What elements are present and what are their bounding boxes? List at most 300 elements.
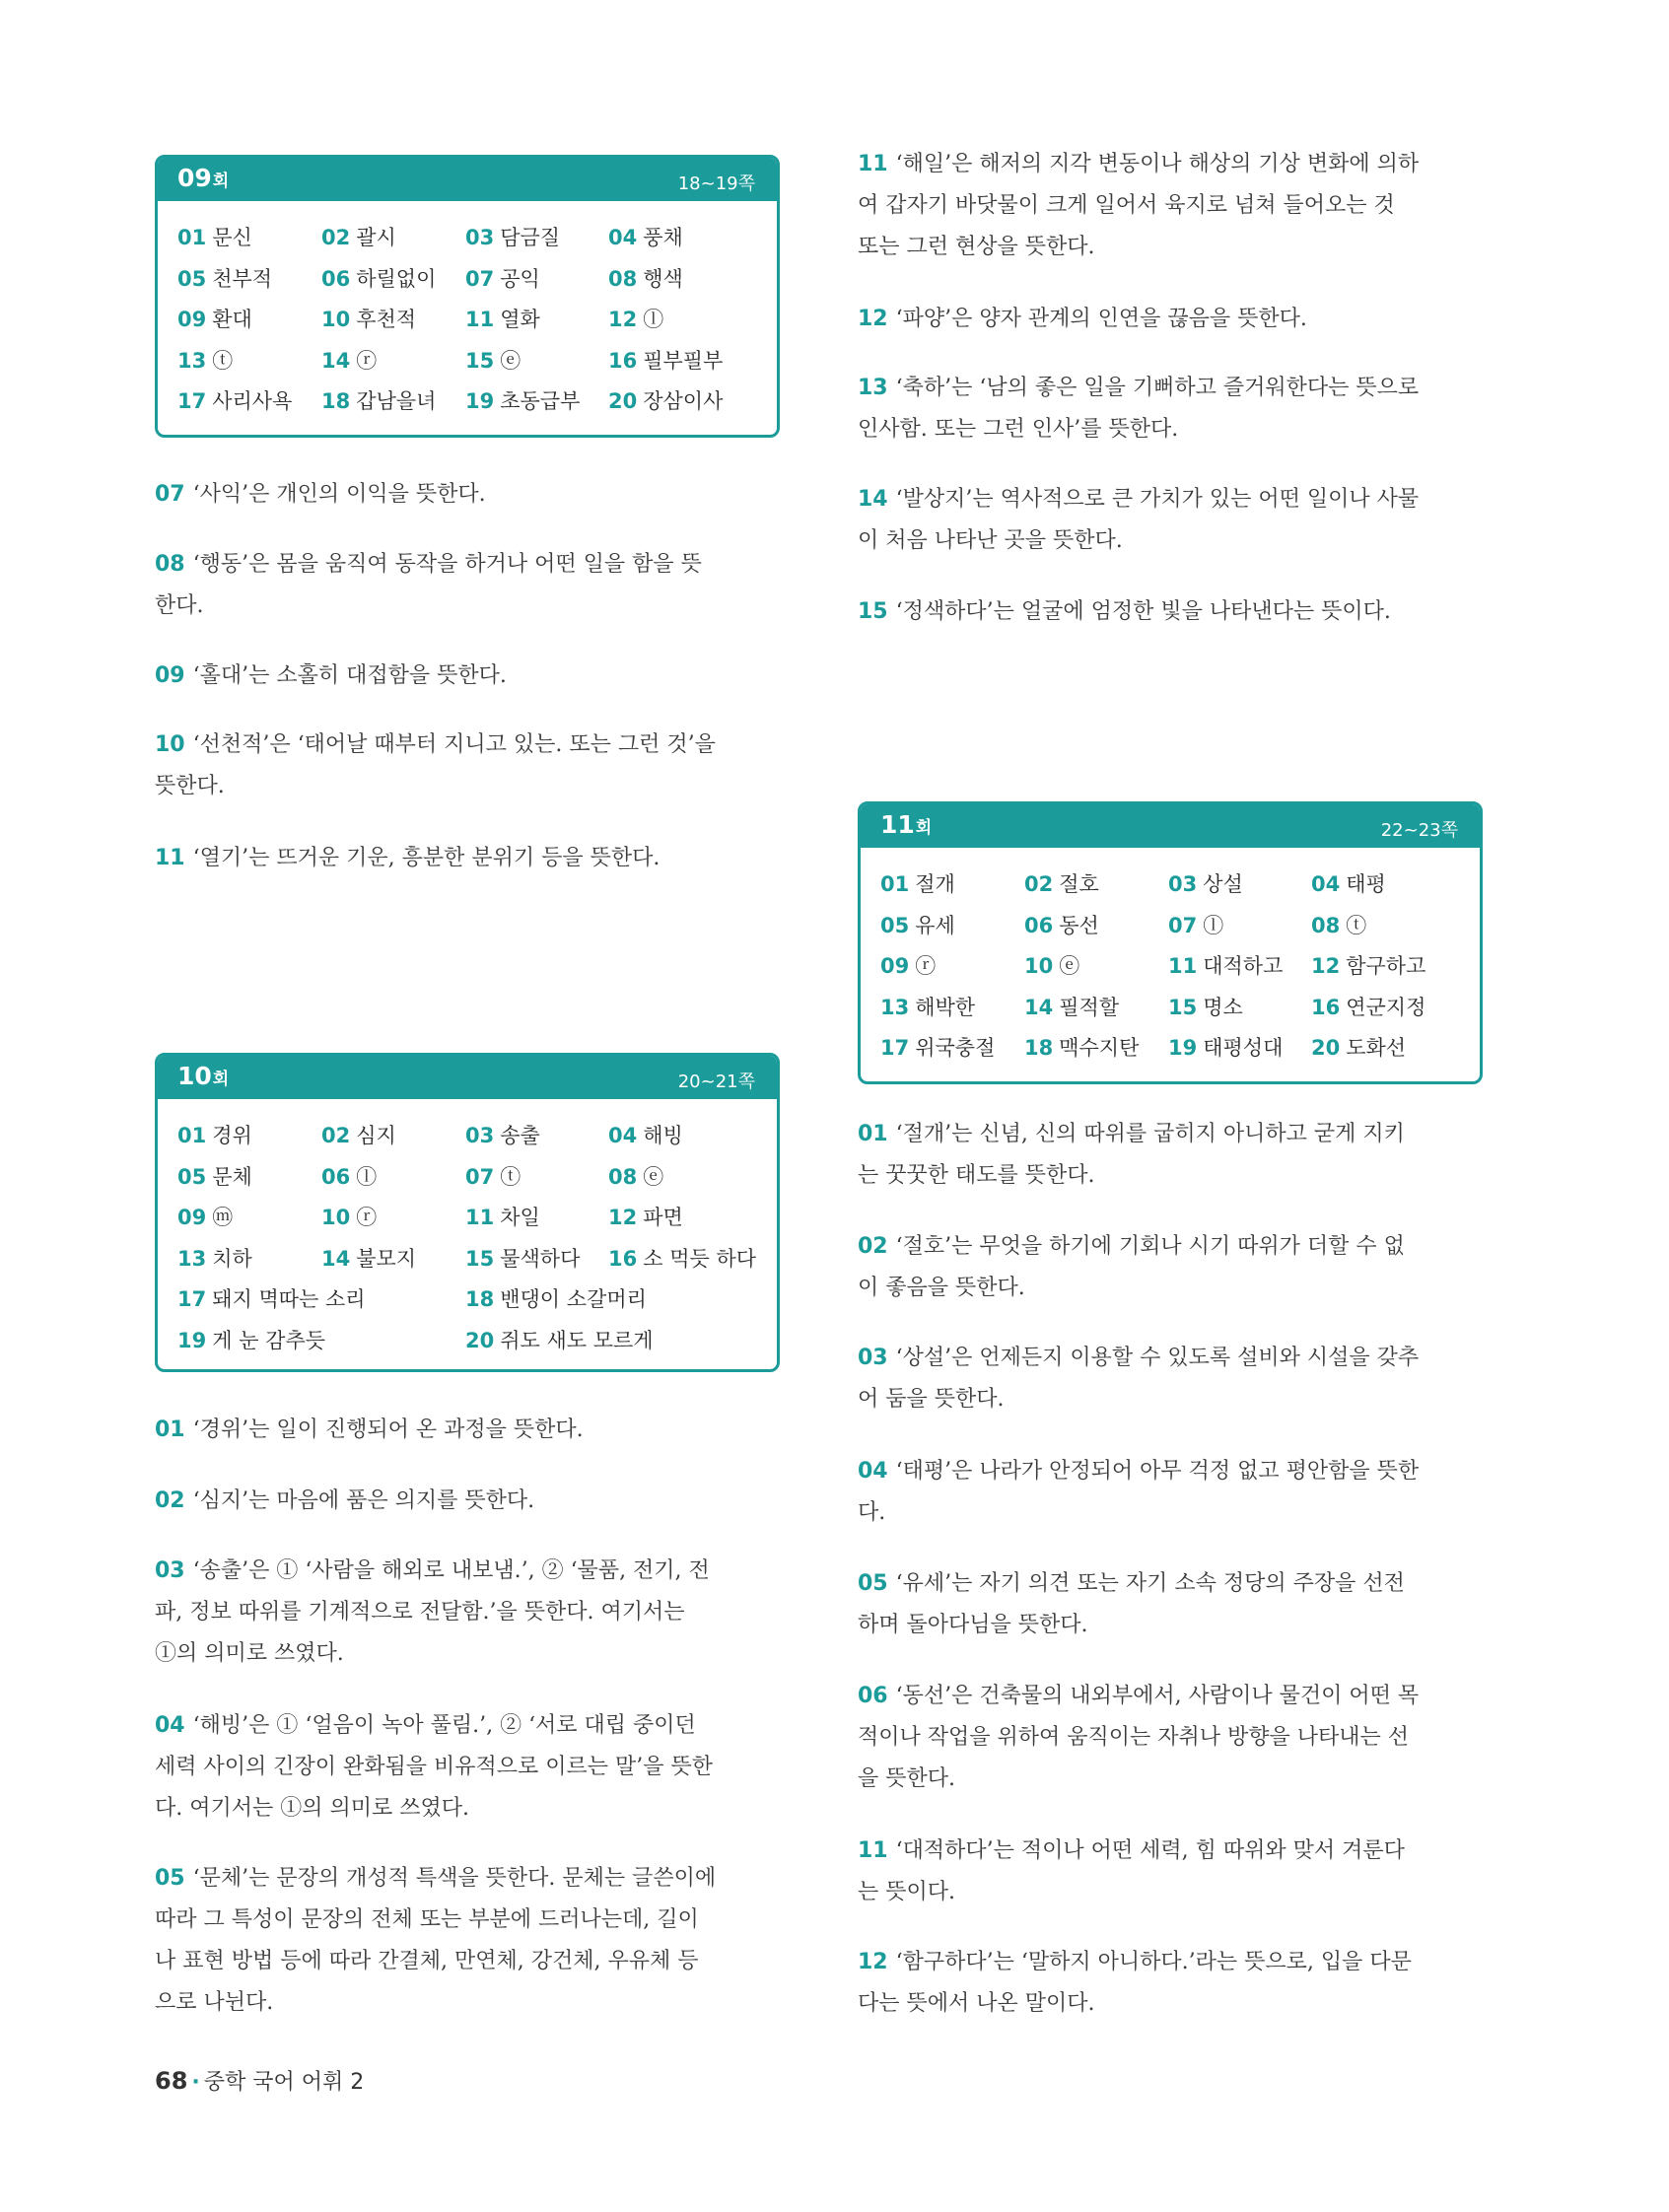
item-answer: 경위 [212,1124,252,1147]
item-number: 04 [1311,872,1341,896]
item-number: 19 [177,1328,207,1352]
explanation-line [858,1226,1481,1268]
explanation-line [155,1900,778,1941]
item-answer: 괄시 [356,226,396,249]
item-answer: 위국충절 [915,1036,996,1060]
answer-item [608,1120,683,1149]
item-answer: 하릴없이 [356,266,437,291]
item-number: 11 [465,1206,495,1229]
item-answer: ⓔ [643,1164,664,1189]
item-number: 09 [177,1206,207,1229]
explanation-number: 02 [155,1488,185,1513]
item-number: 10 [321,1206,351,1229]
answer-item [1024,992,1119,1021]
explanation-number: 12 [858,1950,888,1974]
item-number: 08 [1311,913,1341,937]
explanation-line [858,368,1481,409]
item-answer: 파면 [643,1206,683,1229]
item-answer: 사리사욕 [212,389,293,413]
item-number: 15 [465,1246,495,1271]
item-number: 06 [321,1164,351,1189]
explanation-line [155,838,778,879]
explanation-paragraph [155,474,778,516]
explanation-text: ‘해빙’은 ① ‘얼음이 녹아 풀림.’, ② ‘서로 대립 중이던 [192,1713,696,1738]
item-number: 01 [880,872,910,896]
explanation-line [858,1492,1481,1534]
footer-separator: · [191,2070,200,2095]
explanation-paragraph [858,1451,1481,1534]
explanation-number: 06 [858,1684,888,1708]
explanation-text: 나 표현 방법 등에 따라 간결체, 만연체, 강건체, 우유체 등 [155,1949,699,1973]
item-number: 06 [321,266,351,291]
answer-item [608,222,683,251]
explanation-line [858,409,1481,450]
page-footer [155,2065,364,2096]
item-answer: ⓣ [500,1164,522,1189]
explanation-line [155,1747,778,1788]
explanation-text: 다는 뜻에서 나온 말이다. [858,1991,1095,2016]
explanation-text: 따라 그 특성이 문장의 전체 또는 부분에 드러나는데, 길이 [155,1907,699,1932]
page-range: 20~21쪽 [677,1071,755,1092]
answer-item [177,385,292,415]
page-number: 68 [155,2067,188,2095]
explanation-text: 뜻한다. [155,774,225,798]
explanation-line [155,656,778,697]
answer-item [608,1243,756,1273]
item-answer: 담금질 [500,226,561,249]
item-answer: 명소 [1203,995,1243,1019]
item-answer: 도화선 [1346,1036,1407,1060]
explanation-text: ‘문체’는 문장의 개성적 특색을 뜻한다. 문체는 글쓴이에 [192,1866,717,1891]
explanation-text: 파, 정보 따위를 기계적으로 전달함.’을 뜻한다. 여기서는 [155,1600,685,1624]
explanation-line [858,591,1481,633]
answer-item [177,1202,233,1231]
answer-item [465,345,521,375]
item-answer: 게 눈 감추듯 [212,1328,326,1352]
explanation-number: 11 [155,846,185,870]
explanation-line [155,1551,778,1592]
explanation-paragraph [858,591,1481,633]
item-answer: ⓣ [1346,913,1367,937]
explanation-text: ‘축하’는 ‘남의 좋은 일을 기뻐하고 즐거워한다는 뜻으로 [895,376,1420,400]
item-answer: 송출 [500,1124,540,1147]
answer-item [465,1283,647,1313]
answer-box-header [158,158,777,201]
item-number: 19 [1168,1036,1198,1060]
page-range: 18~19쪽 [677,173,755,194]
answer-item [465,1325,654,1354]
explanation-line [858,1942,1481,1983]
item-number: 11 [1168,954,1198,978]
answer-item [177,345,233,375]
item-number: 15 [1168,995,1198,1019]
answer-item [1311,910,1366,939]
item-answer: 필적할 [1059,995,1120,1019]
item-answer: 연군지정 [1346,995,1426,1019]
explanation-line [858,1605,1481,1646]
item-answer: 열화 [500,308,540,331]
item-number: 11 [465,308,495,331]
item-number: 09 [177,308,207,331]
item-answer: 후천적 [356,308,417,331]
item-answer: 맥수지탄 [1059,1036,1140,1060]
explanation-text: ‘홀대’는 소홀히 대접함을 뜻한다. [192,663,507,688]
explanation-text: 다. [858,1500,886,1525]
answer-item [321,1120,396,1149]
explanation-line [858,1114,1481,1155]
answer-item [177,1325,325,1354]
explanation-line [155,1858,778,1900]
answer-item [1168,950,1283,980]
explanation-paragraph [155,1705,778,1830]
explanation-line [155,1410,778,1451]
explanation-text: 을 뜻한다. [858,1766,955,1791]
explanation-number: 15 [858,599,888,624]
item-answer: 치하 [212,1246,252,1271]
explanation-text: 이 좋음을 뜻한다. [858,1276,1025,1300]
explanation-line [155,1788,778,1830]
item-answer: 문신 [212,226,252,249]
explanation-text: ‘선천적’은 ‘태어날 때부터 지니고 있는. 또는 그런 것’을 [192,732,716,757]
item-answer: 공익 [500,266,540,291]
explanation-line [155,766,778,807]
item-answer: ⓛ [1203,913,1224,937]
item-number: 16 [1311,995,1341,1019]
answer-item [465,1161,521,1191]
explanation-line [155,544,778,586]
answer-item [177,1243,252,1273]
answer-item [1311,992,1426,1021]
explanation-text: 어 둠을 뜻한다. [858,1387,1005,1412]
answer-item [465,263,540,293]
answer-item [321,1243,416,1273]
answer-item [880,950,936,980]
answer-box-09 [155,155,780,438]
answer-box-10 [155,1053,780,1372]
answer-item [1168,1032,1283,1062]
explanation-text: ‘해일’은 해저의 지각 변동이나 해상의 기상 변화에 의하 [895,152,1420,176]
item-number: 01 [177,1124,207,1147]
explanation-line [155,1941,778,1982]
explanation-text: ‘정색하다’는 얼굴에 엄정한 빛을 나타낸다는 뜻이다. [895,599,1391,624]
explanation-number: 13 [858,376,888,400]
answer-item [880,868,955,898]
explanation-text: 하며 돌아다님을 뜻한다. [858,1613,1088,1637]
item-answer: ⓜ [212,1206,234,1229]
explanation-text: ‘상설’은 언제든지 이용할 수 있도록 설비와 시설을 갖추 [895,1346,1420,1370]
answer-item [465,1202,540,1231]
explanation-text: 세력 사이의 긴장이 완화됨을 비유적으로 이르는 말’을 뜻한 [155,1755,713,1779]
item-number: 17 [177,1287,207,1311]
item-answer: 태평성대 [1203,1036,1284,1060]
explanation-text: ‘사익’은 개인의 이익을 뜻한다. [192,482,486,507]
item-number: 02 [321,1124,351,1147]
item-answer: 해박한 [915,995,976,1019]
explanation-number: 10 [155,732,185,757]
item-number: 05 [880,913,910,937]
item-number: 08 [608,1164,638,1189]
explanation-paragraph [858,1676,1481,1800]
explanation-paragraph [155,1410,778,1451]
explanation-text: 한다. [155,593,204,618]
explanation-paragraph [858,1114,1481,1197]
answer-item [1168,992,1243,1021]
answer-item [1024,910,1099,939]
explanation-line [155,1982,778,2024]
explanation-paragraph [858,368,1481,450]
item-number: 03 [1168,872,1198,896]
answer-box-header [158,1056,777,1099]
answer-item [608,345,723,375]
item-number: 07 [1168,913,1198,937]
explanation-number: 12 [858,307,888,331]
answer-item [1168,868,1243,898]
item-answer: 풍채 [643,226,683,249]
explanation-line [155,474,778,516]
book-title: 중학 국어 어휘 2 [203,2070,365,2095]
item-answer: 쥐도 새도 모르게 [500,1328,654,1352]
item-answer: 환대 [212,308,252,331]
explanation-text: ‘대적하다’는 적이나 어떤 세력, 힘 따위와 맞서 겨룬다 [895,1838,1405,1863]
item-answer: 물색하다 [500,1246,581,1271]
explanation-line [858,1983,1481,2025]
explanation-number: 05 [858,1571,888,1596]
item-number: 17 [880,1036,910,1060]
item-number: 04 [608,1124,638,1147]
answer-item [177,1283,366,1313]
explanation-text: ‘심지’는 마음에 품은 의지를 뜻한다. [192,1488,535,1513]
item-answer: 해빙 [643,1124,683,1147]
answer-item [465,385,580,415]
item-number: 03 [465,1124,495,1147]
item-number: 08 [608,266,638,291]
answer-item [321,263,436,293]
item-answer: 상설 [1203,872,1243,896]
item-answer: 절호 [1059,872,1099,896]
explanation-text: 또는 그런 현상을 뜻한다. [858,235,1095,259]
session-number: 10회 [177,1062,230,1090]
explanation-text: ‘파양’은 양자 관계의 인연을 끊음을 뜻한다. [895,307,1307,331]
answer-item [608,1202,683,1231]
explanation-text: ①의 의미로 쓰였다. [155,1641,344,1666]
item-number: 06 [1024,913,1054,937]
explanation-text: 적이나 작업을 위하여 움직이는 자취나 방향을 나타내는 선 [858,1725,1410,1750]
explanation-number: 05 [155,1866,185,1891]
answer-item [321,1161,377,1191]
answer-item [465,1120,540,1149]
answer-item [465,222,560,251]
explanation-number: 01 [155,1417,185,1442]
item-answer: 태평 [1346,872,1386,896]
explanation-number: 04 [858,1459,888,1484]
explanation-number: 11 [858,1838,888,1863]
answer-box-11 [858,801,1483,1084]
explanation-line [858,299,1481,340]
explanation-number: 08 [155,552,185,577]
answer-item [1168,910,1223,939]
explanation-paragraph [155,1551,778,1675]
explanation-line [858,1379,1481,1420]
explanation-number: 07 [155,482,185,507]
item-answer: ⓔ [1059,954,1080,978]
item-number: 14 [321,348,351,373]
explanation-line [155,1705,778,1747]
answer-item [177,222,252,251]
item-number: 10 [1024,954,1054,978]
answer-item [321,1202,377,1231]
item-number: 17 [177,389,207,413]
item-number: 14 [1024,995,1054,1019]
item-answer: ⓔ [500,348,522,373]
explanation-line [858,1759,1481,1800]
item-answer: 절개 [915,872,955,896]
item-number: 07 [465,1164,495,1189]
item-number: 13 [177,348,207,373]
answer-item [1024,1032,1139,1062]
explanation-text: ‘행동’은 몸을 움직여 동작을 하거나 어떤 일을 함을 뜻 [192,552,702,577]
item-number: 18 [1024,1036,1054,1060]
item-number: 13 [177,1246,207,1271]
explanation-line [858,1676,1481,1717]
answer-item [321,345,377,375]
explanation-line [155,1592,778,1633]
explanation-paragraph [155,656,778,697]
item-number: 15 [465,348,495,373]
answer-item [608,304,663,333]
page-range: 22~23쪽 [1380,820,1458,841]
item-answer: ⓣ [212,348,234,373]
explanation-line [858,144,1481,185]
explanation-line [155,586,778,627]
answer-item [177,1161,252,1191]
answer-item [608,1161,663,1191]
item-answer: 밴댕이 소갈머리 [500,1287,647,1311]
item-answer: ⓡ [356,348,378,373]
answer-item [608,385,723,415]
explanation-text: 인사함. 또는 그런 인사’를 뜻한다. [858,417,1179,442]
explanation-text: 는 꿋꿋한 태도를 뜻한다. [858,1163,1095,1188]
item-number: 20 [465,1328,495,1352]
answer-item [321,304,416,333]
explanation-number: 14 [858,487,888,512]
item-number: 02 [321,226,351,249]
explanation-number: 11 [858,152,888,176]
explanation-text: 다. 여기서는 ①의 의미로 쓰였다. [155,1796,469,1821]
item-answer: 불모지 [356,1246,417,1271]
explanation-paragraph [155,838,778,879]
explanation-line [155,725,778,766]
item-number: 19 [465,389,495,413]
explanation-text: ‘열기’는 뜨거운 기운, 흥분한 분위기 등을 뜻한다. [192,846,661,870]
item-number: 03 [465,226,495,249]
explanation-paragraph [858,479,1481,562]
item-number: 18 [321,389,351,413]
item-number: 12 [608,308,638,331]
answer-item [321,222,396,251]
item-answer: 차일 [500,1206,540,1229]
explanation-text: ‘송출’은 ① ‘사람을 해외로 내보냄.’, ② ‘물품, 전기, 전 [192,1558,710,1583]
explanation-line [858,1872,1481,1913]
explanation-line [858,1338,1481,1379]
explanation-number: 01 [858,1122,888,1146]
explanation-number: 02 [858,1234,888,1259]
answer-item [1311,1032,1406,1062]
explanation-paragraph [858,144,1481,268]
item-answer: 돼지 멱따는 소리 [212,1287,366,1311]
session-number: 09회 [177,164,230,192]
explanation-text: ‘절호’는 무엇을 하기에 기회나 시기 따위가 더할 수 없 [895,1234,1405,1259]
item-number: 14 [321,1246,351,1271]
explanation-text: ‘동선’은 건축물의 내외부에서, 사람이나 물건이 어떤 목 [895,1684,1420,1708]
answer-item [177,1120,252,1149]
item-number: 20 [1311,1036,1341,1060]
item-answer: 행색 [643,266,683,291]
explanation-paragraph [858,299,1481,340]
explanation-text: 이 처음 나타난 곳을 뜻한다. [858,528,1123,553]
item-answer: 초동급부 [500,389,581,413]
explanation-paragraph [155,1481,778,1522]
explanation-text: ‘절개’는 신념, 신의 따위를 굽히지 아니하고 굳게 지키 [895,1122,1405,1146]
explanation-paragraph [858,1563,1481,1646]
explanation-text: ‘경위’는 일이 진행되어 온 과정을 뜻한다. [192,1417,584,1442]
explanation-paragraph [858,1338,1481,1420]
item-answer: 소 먹듯 하다 [643,1246,757,1271]
item-number: 09 [880,954,910,978]
answer-item [880,910,955,939]
explanation-line [858,1563,1481,1605]
explanation-text: ‘태평’은 나라가 안정되어 아무 걱정 없고 평안함을 뜻한 [895,1459,1420,1484]
explanation-paragraph [155,544,778,627]
item-number: 13 [880,995,910,1019]
item-number: 05 [177,1164,207,1189]
item-answer: ⓛ [356,1164,378,1189]
answer-item [1024,868,1099,898]
explanation-line [858,1451,1481,1492]
explanation-number: 04 [155,1713,185,1738]
explanation-line [858,185,1481,227]
answer-item [321,385,436,415]
item-answer: 장삼이사 [643,389,724,413]
explanation-line [858,479,1481,520]
item-answer: ⓛ [643,308,664,331]
item-number: 20 [608,389,638,413]
explanation-text: 여 갑자기 바닷물이 크게 일어서 육지로 넘쳐 들어오는 것 [858,193,1395,218]
answer-box-header [861,804,1480,848]
item-number: 16 [608,348,638,373]
explanation-line [155,1633,778,1675]
explanation-text: ‘유세’는 자기 의견 또는 자기 소속 정당의 주장을 선전 [895,1571,1405,1596]
explanation-paragraph [155,1858,778,2024]
explanation-line [155,1481,778,1522]
item-answer: 동선 [1059,913,1099,937]
item-answer: ⓡ [915,954,937,978]
item-number: 18 [465,1287,495,1311]
explanation-number: 03 [858,1346,888,1370]
item-answer: 대적하고 [1203,954,1284,978]
explanation-line [858,1155,1481,1197]
answer-item [1311,950,1426,980]
explanation-line [858,1268,1481,1309]
item-answer: 문체 [212,1164,252,1189]
explanation-text: 으로 나뉜다. [155,1990,274,2015]
explanation-paragraph [155,725,778,807]
explanation-text: ‘발상지’는 역사적으로 큰 가치가 있는 어떤 일이나 사물 [895,487,1420,512]
answer-item [880,992,975,1021]
item-number: 12 [1311,954,1341,978]
item-answer: 필부필부 [643,348,724,373]
explanation-paragraph [858,1226,1481,1309]
item-number: 02 [1024,872,1054,896]
